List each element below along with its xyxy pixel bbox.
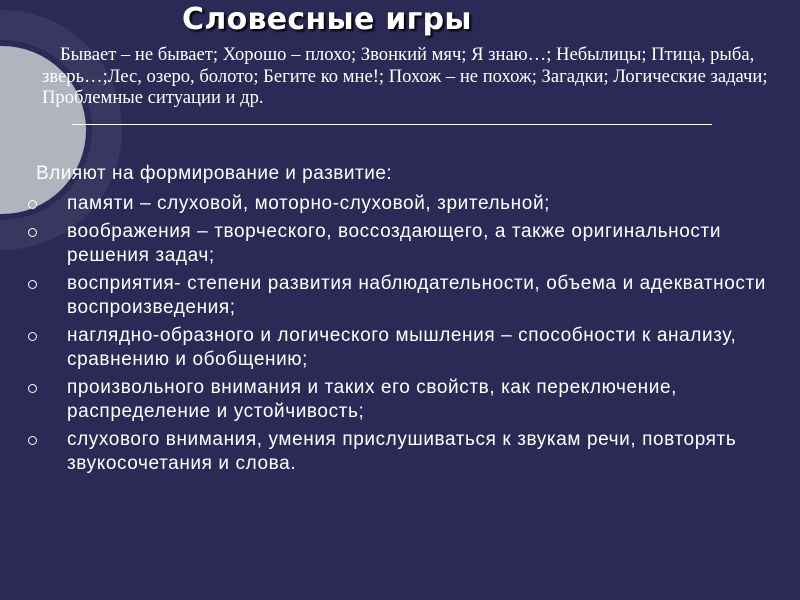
list-item — [22, 324, 782, 372]
list-item-text: наглядно-образного и логического мышления – способности к анализу, сравнению и обобщению; — [67, 325, 737, 370]
games-text: Бывает – не бывает; Хорошо – плохо; Звонкий мяч; Я знаю…; Небылицы; Птица, рыба, зверь…;Лес, озеро, болото; Бегите ко мне!; Похож – не похож; Загадки; Логические задачи; Проблемные ситуации и др. — [42, 44, 768, 108]
bullet-icon — [28, 436, 37, 445]
list-item — [22, 376, 782, 424]
list-item — [22, 428, 782, 476]
list-item-text: слухового внимания, умения прислушиваться к звукам речи, повторять звукосочетания и слова. — [67, 429, 737, 474]
slide-title: Словесные игры — [182, 2, 472, 37]
influence-list — [22, 192, 782, 480]
bullet-icon — [28, 200, 37, 209]
underline-divider — [72, 123, 712, 125]
intro-text: Влияют на формирование и развитие: — [36, 163, 393, 184]
bullet-icon — [28, 228, 37, 237]
list-item — [22, 272, 782, 320]
bullet-icon — [28, 332, 37, 341]
list-item-text: произвольного внимания и таких его свойств, как переключение, распределение и устойчивость; — [67, 377, 678, 422]
list-item-text: воображения – творческого, воссоздающего, а также оригинальности решения задач; — [67, 221, 722, 266]
list-item — [22, 192, 782, 216]
bullet-icon — [28, 384, 37, 393]
list-item-text: восприятия- степени развития наблюдательности, объема и адекватности воспроизведения; — [67, 273, 767, 318]
list-item — [22, 220, 782, 268]
games-list-text — [42, 44, 796, 130]
list-item-text: памяти – слуховой, моторно-слуховой, зрительной; — [67, 193, 551, 214]
bullet-icon — [28, 280, 37, 289]
